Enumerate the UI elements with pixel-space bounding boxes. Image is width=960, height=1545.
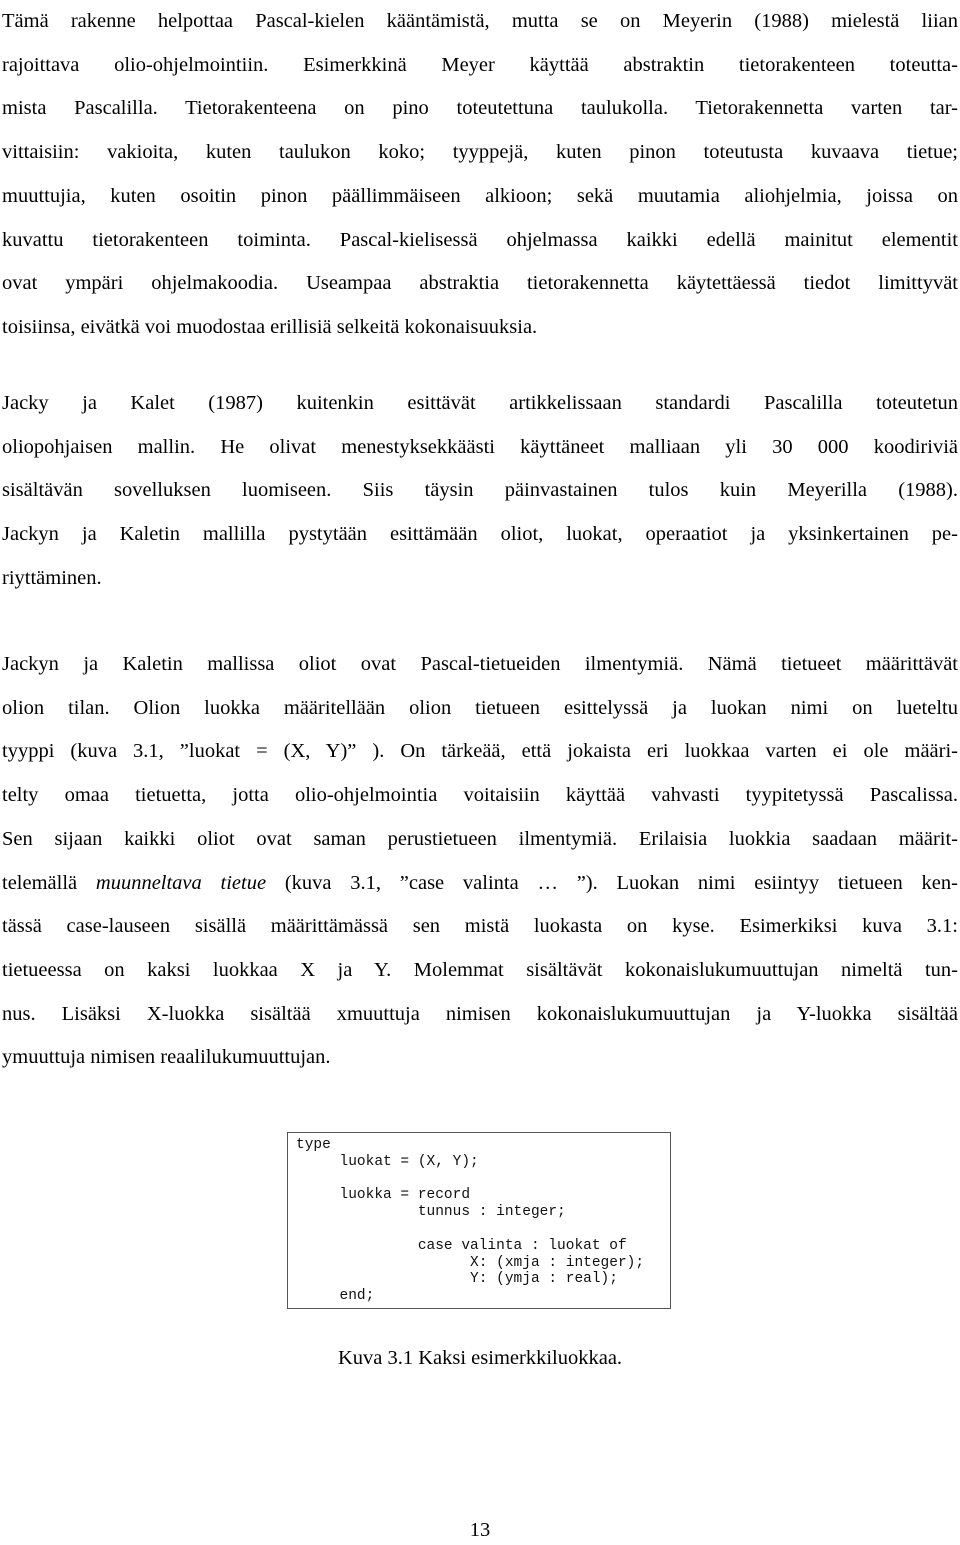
code-listing: type luokat = (X, Y); luokka = record tunnus : integer; case valinta : luokat of X: (xmja : integer); Y: (ymja : real); end; <box>296 1137 645 1305</box>
text-line-with-italic <box>2 862 958 906</box>
figure-caption: Kuva 3.1 Kaksi esimerkkiluokkaa. <box>337 1347 623 1369</box>
italic-term: muunneltava tietue <box>95 871 267 894</box>
code-figure-box <box>287 1132 671 1309</box>
text-line: tässä case-lauseen sisällä määrittämässä sen mistä luokasta on kyse. Esimerkiksi kuva 3.1: <box>2 915 958 938</box>
text-fragment: (kuva 3.1, ”case valinta … ”). Luokan nimi esiintyy tietueen ken- <box>266 871 958 894</box>
text-line: riyttäminen. <box>2 566 102 589</box>
text-line: ovat ympäri ohjelmakoodia. Useampaa abstraktia tietorakennetta käytettäessä tiedot limittyvät <box>2 272 958 295</box>
text-line: mista Pascalilla. Tietorakenteena on pino toteutettuna taulukolla. Tietorakennetta varten tar- <box>2 97 958 120</box>
text-line: Jackyn ja Kaletin mallissa oliot ovat Pascal-tietueiden ilmentymiä. Nämä tietueet määrittävät <box>2 653 958 675</box>
text-fragment: telemällä <box>2 871 96 894</box>
text-line: nus. Lisäksi X-luokka sisältää xmuuttuja nimisen kokonaislukumuuttujan ja Y-luokka sisältää <box>2 1002 958 1025</box>
text-line: telty omaa tietuetta, jotta olio-ohjelmointia voitaisiin käyttää vahvasti tyypitetyssä Pascalissa. <box>2 784 958 807</box>
text-line: Tämä rakenne helpottaa Pascal-kielen kääntämistä, mutta se on Meyerin (1988) mielestä liian <box>2 10 958 32</box>
text-line: toisiinsa, eivätkä voi muodostaa erillisiä selkeitä kokonaisuuksia. <box>2 315 538 338</box>
paragraph-2 <box>2 382 958 601</box>
text-line: ymuuttuja nimisen reaalilukumuuttujan. <box>2 1046 331 1069</box>
text-line: rajoittava olio-ohjelmointiin. Esimerkkinä Meyer käyttää abstraktin tietorakenteen toteutta- <box>2 53 958 76</box>
text-line: oliopohjaisen mallin. He olivat menestyksekkäästi käyttäneet malliaan yli 30 000 koodiriviä <box>2 435 958 458</box>
text-line: tietueessa on kaksi luokkaa X ja Y. Molemmat sisältävät kokonaislukumuuttujan nimeltä tun- <box>2 958 958 981</box>
text-line: tyyppi (kuva 3.1, ”luokat = (X, Y)” ). On tärkeää, että jokaista eri luokkaa varten ei ole määri- <box>2 740 958 763</box>
text-line: Sen sijaan kaikki oliot ovat saman perustietueen ilmentymiä. Erilaisia luokkia saadaan määrit- <box>2 827 958 850</box>
page-number: 13 <box>469 1519 491 1541</box>
text-line: sisältävän sovelluksen luomiseen. Siis täysin päinvastainen tulos kuin Meyerilla (1988). <box>2 479 958 502</box>
text-line: Jacky ja Kalet (1987) kuitenkin esittävät artikkelissaan standardi Pascalilla toteutetun <box>2 392 958 414</box>
text-line: olion tilan. Olion luokka määritellään olion tietueen esittelyssä ja luokan nimi on lueteltu <box>2 696 958 719</box>
paragraph-3 <box>2 643 958 1080</box>
text-line: muuttujia, kuten osoitin pinon päällimmäiseen alkioon; sekä muutamia aliohjelmia, joissa on <box>2 184 958 207</box>
text-line: vittaisiin: vakioita, kuten taulukon koko; tyyppejä, kuten pinon toteutusta kuvaava tietue; <box>2 141 958 164</box>
paragraph-1 <box>2 0 958 350</box>
text-line: kuvattu tietorakenteen toiminta. Pascal-kielisessä ohjelmassa kaikki edellä mainitut elementit <box>2 228 958 251</box>
text-line: Jackyn ja Kaletin mallilla pystytään esittämään oliot, luokat, operaatiot ja yksinkertainen pe- <box>2 523 958 546</box>
